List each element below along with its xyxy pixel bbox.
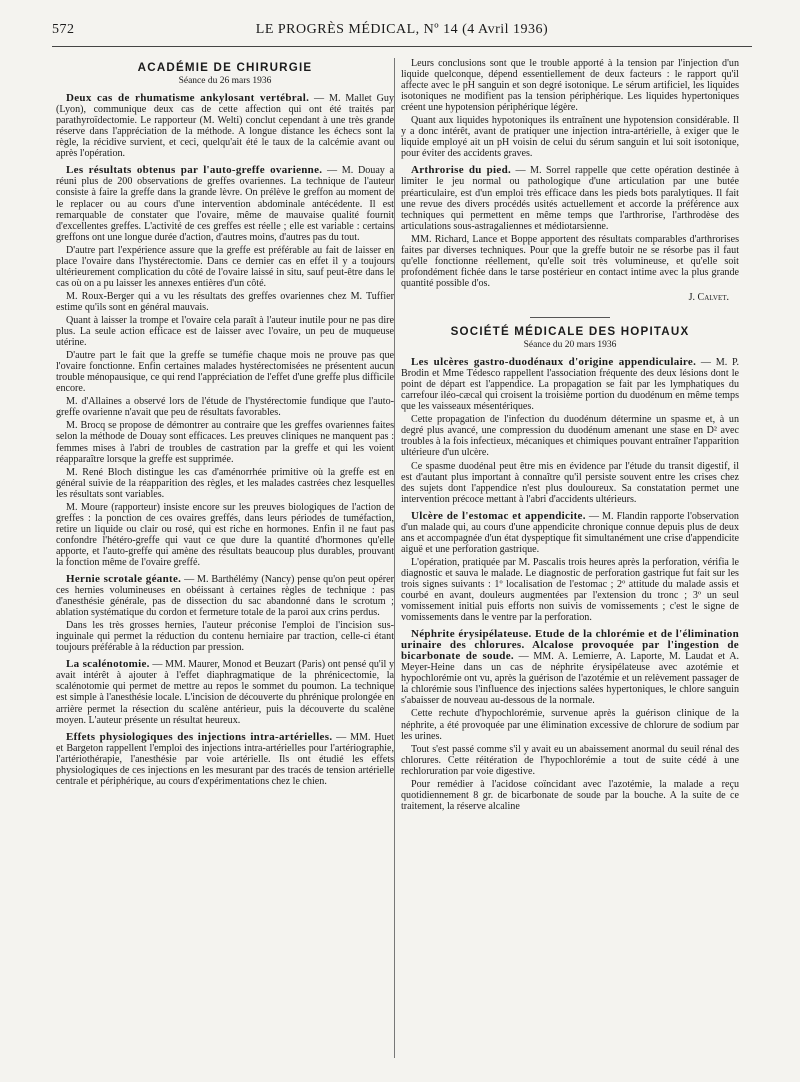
journal-title: LE PROGRÈS MÉDICAL, Nº 14 (4 Avril 1936): [255, 22, 549, 37]
section-title-societe: SOCIÉTÉ MÉDICALE DES HOPITAUX: [450, 324, 690, 338]
article-body: — MM. Huet et Bargeton rappellent l'emploi des injections intra-artérielles pour l'artériographie, l'artériothérapie, l'anesthésie par voie artérielle. Ils ont étudié les effets physiologiques de ces injections en les mesurant par des tracés de tension artérielle centrale et périphérique, au cours d'expérimentations chez le chien.: [56, 731, 394, 787]
article-title: La scalénotomie.: [66, 658, 150, 671]
article-ulceres: [401, 357, 739, 412]
paragraph: M. d'Allaines a observé lors de l'étude de l'hystérectomie fundique que l'auto-greffe ovarienne n'avait que peu de résultats favorables.: [56, 396, 394, 419]
left-column: [56, 58, 394, 789]
paragraph: Cette rechute d'hypochlorémie, survenue après la guérison clinique de la néphrite, a été provoquée par une élimination excessive de chlorure de sodium par les urines.: [401, 708, 739, 742]
article-autogreffe: [56, 165, 394, 242]
paragraph: M. René Bloch distingue les cas d'aménorrhée primitive où la greffe est en général suivie de la réapparition des règles, et les malades castrées chez lesquelles les résultats sont variables.: [56, 466, 394, 500]
paragraph: Leurs conclusions sont que le trouble apporté à la tension par l'injection d'un liquide quelconque, dépend essentiellement de deux facteurs : le rapport qu'il affecte avec le pH sanguin et son degré isotonique. Le sérum artificiel, les liquides isotoniques ne modifient pas la tension périphérique. Les liquides hypertoniques créent une hypotension périphérique légère.: [401, 58, 739, 114]
header-rule: [52, 46, 752, 47]
article-injections: [56, 732, 394, 787]
paragraph: Quant aux liquides hypotoniques ils entraînent une hypotension considérable. Il y a donc intérêt, avant de pratiquer une injection intra-artérielle, à exiger que le liquide employé ait un pH voisin de celui du sérum sanguin et lui soit isotonique, pour éviter des accidents graves.: [401, 115, 739, 160]
article-title: Néphrite érysipélateuse. Etude de la chlorémie et de l'élimination urinaire des chlorures. Alcalose provoquée par l'ingestion de bicarbonate de soude.: [401, 628, 739, 663]
article-title: Arthrorise du pied.: [411, 164, 512, 177]
page-number: 572: [52, 22, 75, 37]
paragraph: Ce spasme duodénal peut être mis en évidence par l'étude du transit digestif, il est d'autant plus important à connaître qu'il persiste souvent entre les crises chez des sujets dont l'appendice n'est plus douloureux. Sa constatation permet une intervention précoce mettant à l'abri d'accidents ultérieurs.: [401, 460, 739, 505]
article-title: Ulcère de l'estomac et appendicite.: [411, 509, 586, 522]
article-title: Les résultats obtenus par l'auto-greffe ovarienne.: [66, 164, 323, 177]
section-title-academie: ACADÉMIE DE CHIRURGIE: [137, 61, 313, 74]
paragraph: M. Roux-Berger qui a vu les résultats des greffes ovariennes chez M. Tuffier estime qu'ils sont en général mauvais.: [56, 290, 394, 313]
article-body: — M. Mallet Guy (Lyon), communique deux cas de cette affection qui ont été traités par parathyroïdectomie. Le rapporteur (M. Welti) conclut cependant à une très grande réserve dans l'appréciation de la méthode. A longue distance les échecs sont la règle, la récidive survient, et ceci, quelqu'ait été le taux de la calcémie avant ou après l'opération.: [56, 93, 394, 160]
article-body: — M. P. Brodin et Mme Tédesco rappellent l'association fréquente des deux lésions dont le point de départ est l'appendice. La propagation se fait par les lymphatiques du carrefour iléo-cæcal qui croisent la troisième portion du duodénum en même temps que les vaisseaux mésentériques.: [401, 357, 739, 413]
article-hernie: [56, 574, 394, 618]
article-scalenotomie: [56, 659, 394, 725]
right-column: [401, 58, 739, 814]
article-title: Les ulcères gastro-duodénaux d'origine appendiculaire.: [411, 356, 697, 369]
article-title: Effets physiologiques des injections intra-artérielles.: [66, 730, 333, 743]
paragraph: M. Brocq se propose de démontrer au contraire que les greffes ovariennes faites selon la méthode de Douay sont efficaces. Les preuves cliniques ne manquent pas : femmes mises à l'abri de troubles de castration par la greffe et qui les voient réapparaître lorsque la greffe est supprimée.: [56, 420, 394, 465]
article-ulcere-estomac: [401, 511, 739, 555]
seance-date: Séance du 26 mars 1936: [178, 76, 272, 87]
paragraph: M. Moure (rapporteur) insiste encore sur les preuves biologiques de l'action de greffes : la ponction de ces ovaires greffés, dans leurs périodes de tuméfaction, retire un liquide ou clair ou rosé, qui est riche en hormones. Enfin il ne faut pas confondre l'hétéro-greffe qui vaut ce que dure la quantité d'hormones qu'elle apporte, et l'auto-greffe qui amène des résultats beaucoup plus durables, prouvant la fonction même de l'ovaire greffé.: [56, 501, 394, 568]
paragraph: MM. Richard, Lance et Boppe apportent des résultats comparables d'arthrorises faites par diverses techniques. Pour que la greffe butoir ne se résorbe pas il faut qu'elle fonctionne réellement, qu'elle soit très volumineuse, et qu'elle soit profondément fichée dans le tarse postérieur en contact intime avec la plus grande quantité possible d'os.: [401, 233, 739, 289]
paragraph: Tout s'est passé comme s'il y avait eu un abaissement anormal du seuil rénal des chlorures. Cette réitération de l'hypochlorémie a tout de suite cédé à une rechloruration par voie digestive.: [401, 743, 739, 777]
column-divider: [394, 58, 395, 1058]
paragraph: Quant à laisser la trompe et l'ovaire cela paraît à l'auteur inutile pour ne pas dire plus. La seule action efficace est de laisser avec l'ovaire, un peu de muqueuse utérine.: [56, 314, 394, 349]
article-body: — MM. Maurer, Monod et Beuzart (Paris) ont pensé qu'il y avait intérêt à ajouter à l'effet diaphragmatique de la phrénicectomie, la scalénotomie qui permet de mettre au repos le sommet du poumon. La technique est simple à l'anesthésie locale. L'incision de découverte du phrénique prolongée en arrière permet la résection du scalène antérieur, puis la découverte du scalène moyen. L'auteur présente un résultat heureux.: [56, 659, 395, 726]
article-body: — M. Douay a réuni plus de 200 observations de greffes ovariennes. La technique de l'auteur consiste à faire la greffe dans la grande lèvre. On prélève le greffon au moment de le replacer ou au cours d'une intervention abdominale antécédente. Il est remarquable de constater que l'ovaire, même de mauvaise qualité fournit d'excellentes greffes. L'activité de ces greffes est réelle ; elle est variable : certains greffons ont une longue durée d'action, d'autres moins, d'autres pas du tout.: [56, 165, 395, 243]
running-head: [52, 22, 752, 42]
paragraph: Cette propagation de l'infection du duodénum détermine un spasme et, à un degré plus avancé, une compression du duodénum amenant une stase en D² avec troubles à la fois infectieux, mécaniques et chimiques pouvant entraîner l'apparition ultérieure d'un ulcère.: [401, 414, 739, 459]
paragraph: L'opération, pratiquée par M. Pascalis trois heures après la perforation, vérifia le diagnostic et sauva le malade. Le diagnostic de perforation gastrique fut fait sur les trois signes suivants : 1º localisation de l'estomac ; 2º attitude du malade assis et courbé en avant, douleurs augmentées par l'extension du tronc ; 3º un seul vomissement initial puis efforts non suivis de vomissements ; c'est le signe de vomissements dans le ventre par la perforation.: [401, 556, 739, 624]
signature: J. Calvet.: [688, 291, 729, 303]
article-nephrite: [401, 629, 739, 706]
section-separator: [530, 317, 610, 318]
article-body: — M. Sorrel rappelle que cette opération destinée à limiter le jeu normal ou pathologique d'une articulation par une butée préarticulaire, est d'un emploi très efficace dans les pieds bots paralytiques. Il fait une revue des divers procédés usités actuellement et accorde la préférence aux techniques qui permettent en même temps que l'arthrorise, l'arthrodèse des articulations sous-astragaliennes et médiotarsienne.: [401, 165, 739, 232]
paragraph: D'autre part l'expérience assure que la greffe est préférable au fait de laisser en place l'ovaire dans l'hystérectomie. Dans ce dernier cas en effet il y a toujours ultérieurement complication du côté de l'ovaire laissé in situ, sauf peut-être dans le cas où on a pu laisser les annexes entières d'un côté.: [56, 244, 394, 289]
paragraph: Pour remédier à l'acidose coïncidant avec l'azotémie, la malade a reçu quotidiennement 8 gr. de bicarbonate de soude par la bouche. A la suite de ce traitement, la réserve alcaline: [401, 778, 739, 812]
article-body: — M. Flandin rapporte l'observation d'un malade qui, au cours d'une appendicite chronique connue depuis plus de deux ans et accompagnée d'un état dyspeptique fit simultanément une crise d'appendicite aiguë et une perforation gastrique.: [401, 510, 739, 555]
article-arthrorise: [401, 165, 739, 231]
paragraph: Dans les très grosses hernies, l'auteur préconise l'emploi de l'incision sus-inguinale qui permet la réduction du contenu herniaire par traction, celle-ci étant toujours préférable à la réduction par pression.: [56, 620, 394, 654]
article-rhumatisme: [56, 93, 394, 159]
article-body: — MM. A. Lemierre, A. Laporte, M. Laudat et A. Meyer-Heine dans un cas de néphrite érysipélateuse avec azotémie et hypochlorémie ont vu, après la guérison de l'azotémie et un relèvement passager de la chlorémie sous l'influence des injections salées hypertoniques, le chlore sanguin s'abaisser de nouveau au-dessous de la normale.: [401, 651, 740, 707]
article-title: Hernie scrotale géante.: [66, 573, 182, 586]
article-title: Deux cas de rhumatisme ankylosant vertébral.: [66, 92, 310, 105]
seance-date: Séance du 20 mars 1936: [523, 340, 617, 351]
paragraph: D'autre part le fait que la greffe se tuméfie chaque mois ne prouve pas que l'ovaire fonctionne. Enfin certaines malades hystérectomisées ne présentent aucun trouble ménopausique, ce qui rend l'appréciation de l'effet d'une greffe plus difficile encore.: [56, 350, 394, 395]
article-body: — M. Barthélémy (Nancy) pense qu'on peut opérer ces hernies volumineuses en obéissant à certaines règles de technique : pas d'anesthésie générale, pas de dissection du sac abandonné dans le scrotum ; ablation systématique du cordon et fermeture totale de la paroi aux crins perdus.: [56, 574, 394, 619]
